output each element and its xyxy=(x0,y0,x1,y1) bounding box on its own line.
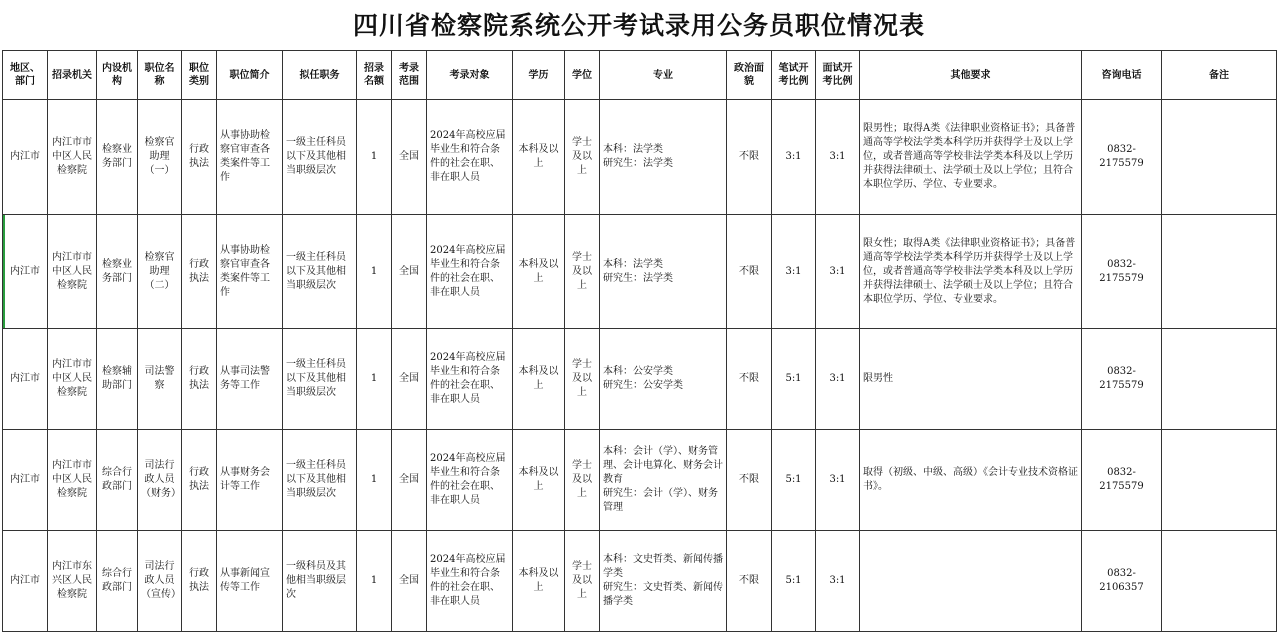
other-requirements-cell[interactable]: 限男性 xyxy=(860,329,1082,430)
quota-cell[interactable]: 1 xyxy=(357,430,392,531)
intro-cell[interactable]: 从事财务会计等工作 xyxy=(217,430,283,531)
rank-cell[interactable]: 一级主任科员以下及其他相当职级层次 xyxy=(283,215,357,329)
political-cell[interactable]: 不限 xyxy=(727,531,772,632)
header-cell[interactable]: 拟任职务 xyxy=(283,51,357,100)
political-cell[interactable]: 不限 xyxy=(727,430,772,531)
header-cell[interactable]: 咨询电话 xyxy=(1082,51,1162,100)
remark-cell[interactable] xyxy=(1162,100,1277,215)
header-cell[interactable]: 考录范围 xyxy=(392,51,427,100)
degree-cell[interactable]: 学士及以上 xyxy=(565,100,600,215)
rank-cell[interactable]: 一级主任科员以下及其他相当职级层次 xyxy=(283,100,357,215)
intro-cell[interactable]: 从事协助检察官审查各类案件等工作 xyxy=(217,215,283,329)
interview-ratio-cell[interactable]: 3:1 xyxy=(816,329,860,430)
region-cell[interactable]: 内江市 xyxy=(3,100,48,215)
major-cell[interactable]: 本科：文史哲类、新闻传播学类 研究生：文史哲类、新闻传播学类 xyxy=(600,531,727,632)
other-requirements-cell[interactable]: 限女性；取得A类《法律职业资格证书》；具备普通高等学校法学类本科学历并获得学士及以上学位，或者普通高等学校非法学类本科及以上学历并获得法律硕士、法学硕士及以上学位；且符合本职位学历、学位、专业要求。 xyxy=(860,215,1082,329)
header-cell[interactable]: 笔试开考比例 xyxy=(772,51,816,100)
other-requirements-cell[interactable] xyxy=(860,531,1082,632)
target-cell[interactable]: 2024年高校应届毕业生和符合条件的社会在职、非在职人员 xyxy=(427,215,513,329)
target-cell[interactable]: 2024年高校应届毕业生和符合条件的社会在职、非在职人员 xyxy=(427,100,513,215)
position-cell[interactable]: 检察官助理（一） xyxy=(138,100,182,215)
category-cell[interactable]: 行政执法 xyxy=(182,100,217,215)
target-cell[interactable]: 2024年高校应届毕业生和符合条件的社会在职、非在职人员 xyxy=(427,329,513,430)
education-cell[interactable]: 本科及以上 xyxy=(513,430,565,531)
header-cell[interactable]: 职位名称 xyxy=(138,51,182,100)
interview-ratio-cell[interactable]: 3:1 xyxy=(816,215,860,329)
agency-cell[interactable]: 内江市市中区人民检察院 xyxy=(48,100,97,215)
category-cell[interactable]: 行政执法 xyxy=(182,531,217,632)
phone-cell[interactable]: 0832-2175579 xyxy=(1082,329,1162,430)
written-ratio-cell[interactable]: 5:1 xyxy=(772,531,816,632)
header-cell[interactable]: 学历 xyxy=(513,51,565,100)
agency-cell[interactable]: 内江市东兴区人民检察院 xyxy=(48,531,97,632)
position-cell[interactable]: 司法行政人员（财务） xyxy=(138,430,182,531)
agency-cell[interactable]: 内江市市中区人民检察院 xyxy=(48,215,97,329)
scope-cell[interactable]: 全国 xyxy=(392,329,427,430)
header-cell[interactable]: 地区、部门 xyxy=(3,51,48,100)
major-cell[interactable]: 本科：法学类 研究生：法学类 xyxy=(600,100,727,215)
remark-cell[interactable] xyxy=(1162,531,1277,632)
header-cell[interactable]: 专业 xyxy=(600,51,727,100)
major-cell[interactable]: 本科：会计（学）、财务管理、会计电算化、财务会计教育 研究生：会计（学）、财务管理 xyxy=(600,430,727,531)
education-cell[interactable]: 本科及以上 xyxy=(513,329,565,430)
table-row xyxy=(3,100,1277,215)
major-cell[interactable]: 本科：公安学类 研究生：公安学类 xyxy=(600,329,727,430)
region-cell[interactable]: 内江市 xyxy=(3,329,48,430)
written-ratio-cell[interactable]: 5:1 xyxy=(772,430,816,531)
degree-cell[interactable]: 学士及以上 xyxy=(565,215,600,329)
scope-cell[interactable]: 全国 xyxy=(392,531,427,632)
written-ratio-cell[interactable]: 5:1 xyxy=(772,329,816,430)
phone-cell[interactable]: 0832-2106357 xyxy=(1082,531,1162,632)
education-cell[interactable]: 本科及以上 xyxy=(513,531,565,632)
target-cell[interactable]: 2024年高校应届毕业生和符合条件的社会在职、非在职人员 xyxy=(427,531,513,632)
header-cell[interactable]: 职位类别 xyxy=(182,51,217,100)
rank-cell[interactable]: 一级科员及其他相当职级层次 xyxy=(283,531,357,632)
political-cell[interactable]: 不限 xyxy=(727,329,772,430)
header-cell[interactable]: 政治面貌 xyxy=(727,51,772,100)
political-cell[interactable]: 不限 xyxy=(727,215,772,329)
phone-cell[interactable]: 0832-2175579 xyxy=(1082,215,1162,329)
political-cell[interactable]: 不限 xyxy=(727,100,772,215)
quota-cell[interactable]: 1 xyxy=(357,100,392,215)
scope-cell[interactable]: 全国 xyxy=(392,100,427,215)
header-row xyxy=(3,51,1277,100)
other-requirements-cell[interactable]: 取得（初级、中级、高级）《会计专业技术资格证书》。 xyxy=(860,430,1082,531)
major-cell[interactable]: 本科：法学类 研究生：法学类 xyxy=(600,215,727,329)
header-cell[interactable]: 考录对象 xyxy=(427,51,513,100)
degree-cell[interactable]: 学士及以上 xyxy=(565,430,600,531)
table-row xyxy=(3,215,1277,329)
interview-ratio-cell[interactable]: 3:1 xyxy=(816,531,860,632)
header-cell[interactable]: 职位简介 xyxy=(217,51,283,100)
category-cell[interactable]: 行政执法 xyxy=(182,329,217,430)
degree-cell[interactable]: 学士及以上 xyxy=(565,531,600,632)
scope-cell[interactable]: 全国 xyxy=(392,430,427,531)
written-ratio-cell[interactable]: 3:1 xyxy=(772,100,816,215)
quota-cell[interactable]: 1 xyxy=(357,215,392,329)
table-row xyxy=(3,531,1277,632)
remark-cell[interactable] xyxy=(1162,215,1277,329)
education-cell[interactable]: 本科及以上 xyxy=(513,100,565,215)
positions-table xyxy=(2,50,1277,632)
page-title: 四川省检察院系统公开考试录用公务员职位情况表 xyxy=(352,11,925,40)
dept-cell[interactable]: 综合行政部门 xyxy=(97,531,138,632)
header-cell[interactable]: 其他要求 xyxy=(860,51,1082,100)
position-cell[interactable]: 司法行政人员（宣传） xyxy=(138,531,182,632)
target-cell[interactable]: 2024年高校应届毕业生和符合条件的社会在职、非在职人员 xyxy=(427,430,513,531)
intro-cell[interactable]: 从事新闻宣传等工作 xyxy=(217,531,283,632)
region-cell[interactable]: 内江市 xyxy=(3,531,48,632)
position-cell[interactable]: 检察官助理（二） xyxy=(138,215,182,329)
dept-cell[interactable]: 综合行政部门 xyxy=(97,430,138,531)
education-cell[interactable]: 本科及以上 xyxy=(513,215,565,329)
header-cell[interactable]: 招录名额 xyxy=(357,51,392,100)
agency-cell[interactable]: 内江市市中区人民检察院 xyxy=(48,329,97,430)
degree-cell[interactable]: 学士及以上 xyxy=(565,329,600,430)
category-cell[interactable]: 行政执法 xyxy=(182,215,217,329)
intro-cell[interactable]: 从事司法警务等工作 xyxy=(217,329,283,430)
position-cell[interactable]: 司法警察 xyxy=(138,329,182,430)
dept-cell[interactable]: 检察业务部门 xyxy=(97,215,138,329)
region-cell[interactable]: 内江市 xyxy=(3,430,48,531)
agency-cell[interactable]: 内江市市中区人民检察院 xyxy=(48,430,97,531)
quota-cell[interactable]: 1 xyxy=(357,531,392,632)
remark-cell[interactable] xyxy=(1162,329,1277,430)
dept-cell[interactable]: 检察业务部门 xyxy=(97,100,138,215)
header-cell[interactable]: 学位 xyxy=(565,51,600,100)
interview-ratio-cell[interactable]: 3:1 xyxy=(816,430,860,531)
dept-cell[interactable]: 检察辅助部门 xyxy=(97,329,138,430)
other-requirements-cell[interactable]: 限男性；取得A类《法律职业资格证书》；具备普通高等学校法学类本科学历并获得学士及以上学位，或者普通高等学校非法学类本科及以上学历并获得法律硕士、法学硕士及以上学位；且符合本职位学历、学位、专业要求。 xyxy=(860,100,1082,215)
header-cell[interactable]: 面试开考比例 xyxy=(816,51,860,100)
remark-cell[interactable] xyxy=(1162,430,1277,531)
written-ratio-cell[interactable]: 3:1 xyxy=(772,215,816,329)
intro-cell[interactable]: 从事协助检察官审查各类案件等工作 xyxy=(217,100,283,215)
category-cell[interactable]: 行政执法 xyxy=(182,430,217,531)
header-cell[interactable]: 招录机关 xyxy=(48,51,97,100)
phone-cell[interactable]: 0832-2175579 xyxy=(1082,100,1162,215)
region-cell[interactable]: 内江市 xyxy=(3,215,48,329)
interview-ratio-cell[interactable]: 3:1 xyxy=(816,100,860,215)
header-cell[interactable]: 内设机构 xyxy=(97,51,138,100)
rank-cell[interactable]: 一级主任科员以下及其他相当职级层次 xyxy=(283,430,357,531)
rank-cell[interactable]: 一级主任科员以下及其他相当职级层次 xyxy=(283,329,357,430)
quota-cell[interactable]: 1 xyxy=(357,329,392,430)
table-row xyxy=(3,329,1277,430)
scope-cell[interactable]: 全国 xyxy=(392,215,427,329)
table-row xyxy=(3,430,1277,531)
phone-cell[interactable]: 0832-2175579 xyxy=(1082,430,1162,531)
header-cell[interactable]: 备注 xyxy=(1162,51,1277,100)
